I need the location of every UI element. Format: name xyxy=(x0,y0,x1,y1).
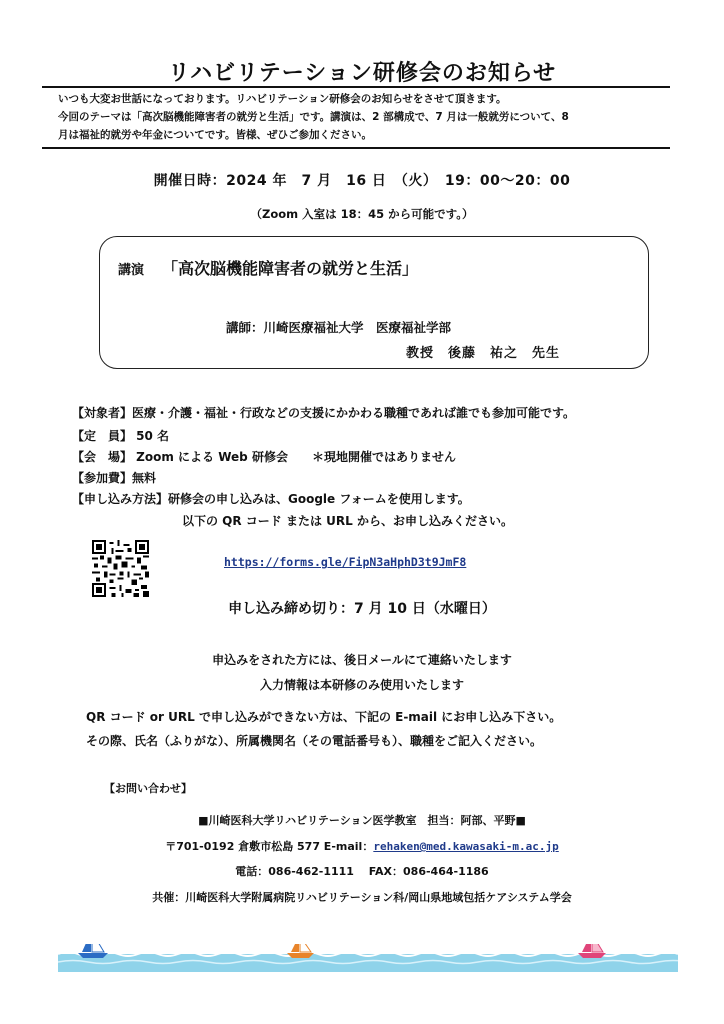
lecturer-affiliation: 講師：川崎医療福祉大学 医療福祉学部 xyxy=(226,320,452,335)
intro-text xyxy=(58,90,670,144)
sea-decoration xyxy=(58,944,678,974)
intro-line-2: 今回のテーマは「高次脳機能障害者の就労と生活」です。講演は、2 部構成で、7 月は一般就労について、8 xyxy=(58,111,569,123)
note-line-4: その際、氏名（ふりがな）、所属機関名（その電話番号も）、職種をご記入ください。 xyxy=(86,734,543,748)
lecturer-name: 教授 後藤 祐之 先生 xyxy=(406,346,561,361)
contact-email-link[interactable]: rehaken@med.kawasaki-m.ac.jp xyxy=(373,840,559,853)
contact-org: ■川崎医科大学リハビリテーション医学教室 担当：阿部、平野■ xyxy=(198,814,526,827)
lecture-label: 講演 xyxy=(118,263,145,278)
intro-line-3: 月は福祉的就労や年金についてです。皆様、ぜひご参加ください。 xyxy=(58,129,372,141)
intro-line-1: いつも大変お世話になっております。リハビリテーション研修会のお知らせをさせて頂きます。 xyxy=(58,93,507,105)
sailboat-orange-icon xyxy=(287,944,314,958)
cosponsor: 共催：川崎医科大学附属病院リハビリテーション科/岡山県地域包括ケアシステム学会 xyxy=(152,891,572,904)
page-title: リハビリテーション研修会のお知らせ xyxy=(167,61,557,86)
contact-address-line xyxy=(0,838,724,854)
form-url-link[interactable]: https://forms.gle/FipN3aHphD3t9JmF8 xyxy=(224,555,467,569)
note-line-3: QR コード or URL で申し込みができない方は、下記の E-mail にお申し込み下さい。 xyxy=(86,710,562,724)
contact-phone: 電話：086-462-1111 FAX：086-464-1186 xyxy=(235,865,489,878)
event-datetime: 開催日時：2024 年 7 月 16 日 （火） 19：00〜20：00 xyxy=(153,173,571,189)
zoom-note: （Zoom 入室は 18：45 から可能です。） xyxy=(250,207,474,221)
sailboat-blue-icon xyxy=(78,944,108,958)
fee: 【参加費】無料 xyxy=(72,471,157,485)
deadline: 申し込み締め切り：7 月 10 日（水曜日） xyxy=(228,601,496,617)
contact-heading: 【お問い合わせ】 xyxy=(104,782,192,795)
lecture-heading xyxy=(118,256,418,279)
apply-method: 【申し込み方法】研修会の申し込みは、Google フォームを使用します。 xyxy=(72,492,470,506)
target-audience: 【対象者】医療・介護・福祉・行政などの支援にかかわる職種であれば誰でも参加可能です。 xyxy=(72,406,576,420)
lecture-title: 「高次脳機能障害者の就労と生活」 xyxy=(162,259,419,278)
sailboat-pink-icon xyxy=(578,944,606,958)
venue: 【会 場】 Zoom による Web 研修会 ＊現地開催ではありません xyxy=(72,450,456,464)
qr-code-icon[interactable] xyxy=(92,540,149,597)
title-divider-bottom xyxy=(42,147,670,149)
apply-instruction: 以下の QR コード または URL から、お申し込みください。 xyxy=(182,514,513,528)
capacity: 【定 員】 50 名 xyxy=(72,429,170,443)
title-divider-top xyxy=(42,86,670,88)
contact-address: 〒701-0192 倉敷市松島 577 E-mail： xyxy=(165,840,374,853)
note-line-2: 入力情報は本研修のみ使用いたします xyxy=(259,678,464,692)
note-line-1: 申込みをされた方には、後日メールにて連絡いたします xyxy=(212,653,512,667)
